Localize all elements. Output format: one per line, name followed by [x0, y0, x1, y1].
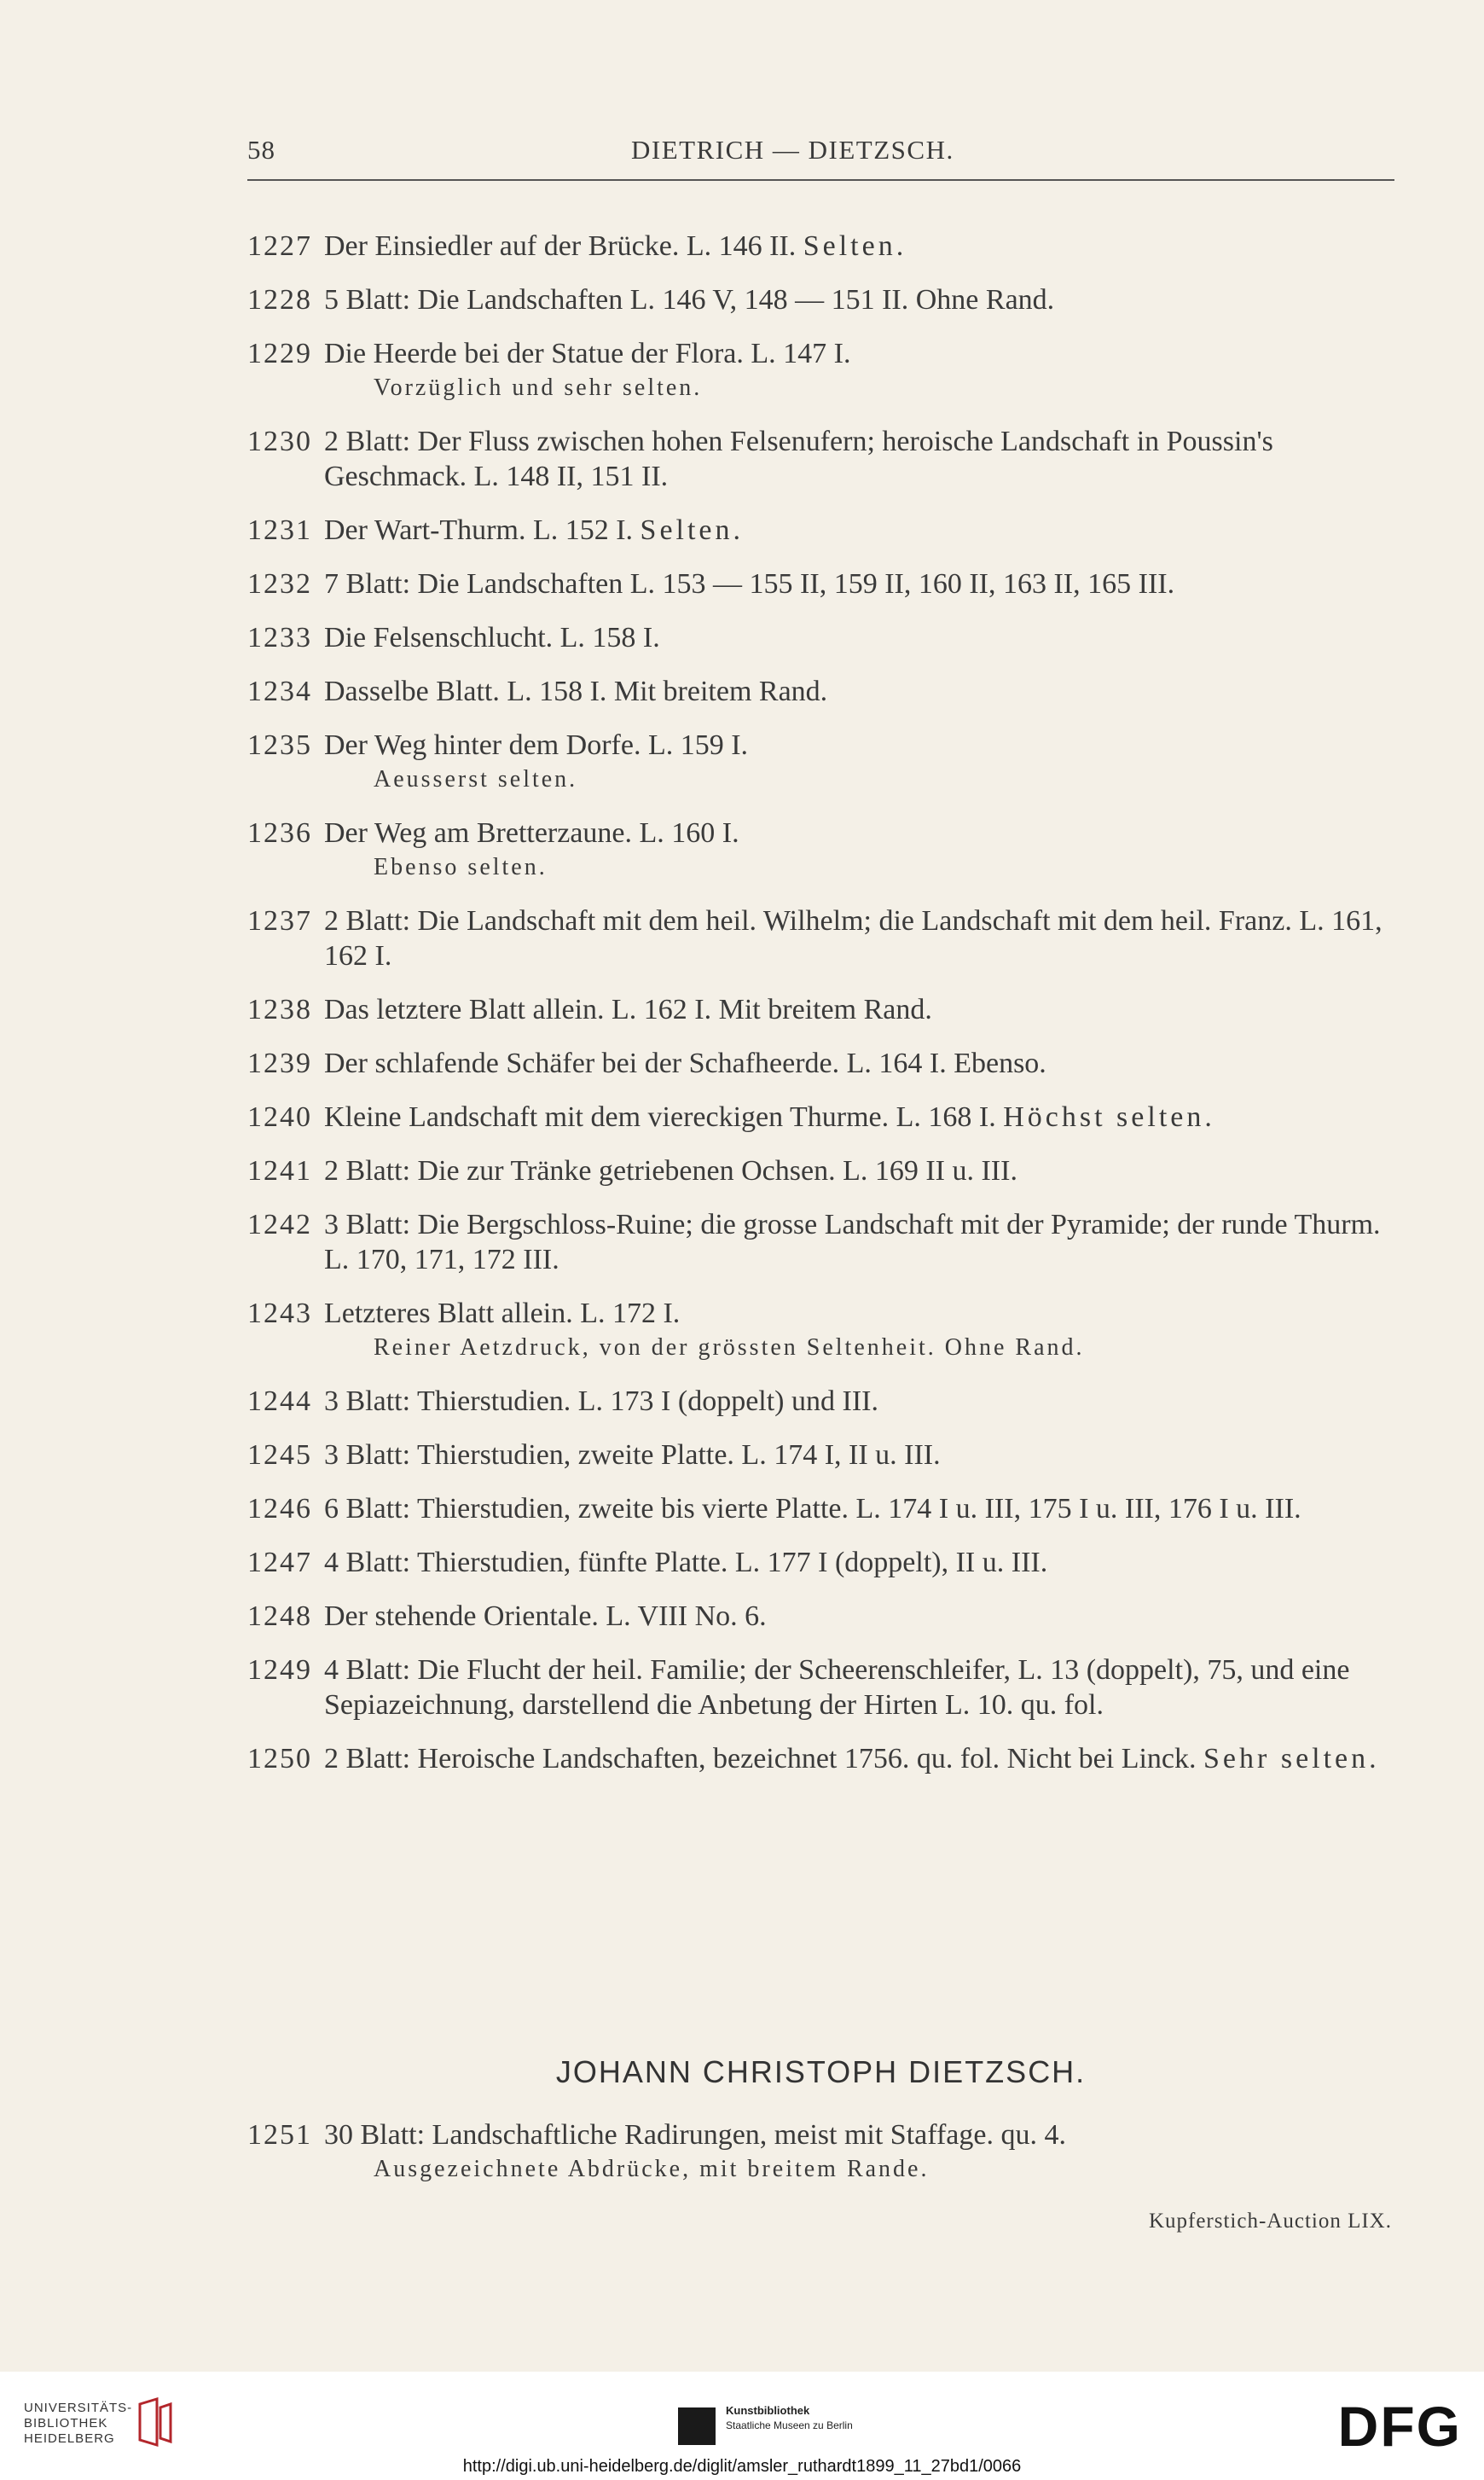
entry-number: 1234: [247, 676, 312, 707]
catalog-entries-section2: [247, 2117, 1394, 2205]
catalog-entry: [247, 728, 1394, 797]
catchword: Kupferstich-Auction LIX.: [1148, 2210, 1392, 2233]
catalog-entry: [247, 424, 1394, 494]
entry-text: Der stehende Orientale. L. VIII No. 6.: [324, 1600, 767, 1632]
catalog-entry: [247, 903, 1394, 973]
catalog-entry: [247, 620, 1394, 655]
catalog-entry: [247, 1599, 1394, 1634]
catalog-entry: [247, 1384, 1394, 1419]
uni-text-3: HEIDELBERG: [24, 2431, 115, 2446]
entry-text: 4 Blatt: Die Flucht der heil. Familie; der Scheerenschleifer, L. 13 (doppelt), 75, und eine Sepiazeichnung, darstellend die Anbetung der Hirten L. 10. qu. fol.: [324, 1654, 1350, 1721]
entry-number: 1250: [247, 1743, 312, 1774]
entry-text: Der Weg am Bretterzaune. L. 160 I.: [324, 817, 739, 849]
entry-number: 1243: [247, 1298, 312, 1329]
entry-number: 1230: [247, 426, 312, 457]
entry-note: Ausgezeichnete Abdrücke, mit breitem Rande.: [374, 2156, 930, 2182]
rarity-note: Höchst selten.: [1003, 1101, 1215, 1133]
catalog-entry: [247, 1545, 1394, 1580]
entry-text: 6 Blatt: Thierstudien, zweite bis vierte Platte. L. 174 I u. III, 175 I u. III, 176 I u. III.: [324, 1493, 1301, 1525]
section-heading: JOHANN CHRISTOPH DIETZSCH.: [555, 2054, 1087, 2089]
catalog-entry: [247, 1741, 1394, 1776]
entry-note: Reiner Aetzdruck, von der grössten Seltenheit. Ohne Rand.: [374, 1334, 1085, 1361]
entry-number: 1245: [247, 1439, 312, 1471]
entry-number: 1235: [247, 729, 312, 761]
running-title: DIETRICH — DIETZSCH.: [631, 135, 954, 165]
entry-text: 30 Blatt: Landschaftliche Radirungen, meist mit Staffage. qu. 4.: [324, 2119, 1066, 2151]
entry-note: Aeusserst selten.: [374, 766, 578, 793]
catalog-entry: [247, 992, 1394, 1027]
entry-number: 1248: [247, 1600, 312, 1632]
catalog-entry: [247, 513, 1394, 548]
entry-text: 3 Blatt: Die Bergschloss-Ruine; die grosse Landschaft mit der Pyramide; der runde Thurm. L. 170, 171, 172 III.: [324, 1209, 1381, 1275]
catalog-entry: [247, 1652, 1394, 1722]
digitization-footer: [0, 2372, 1484, 2480]
entry-text: 4 Blatt: Thierstudien, fünfte Platte. L. 177 I (doppelt), II u. III.: [324, 1547, 1048, 1578]
catalog-entry: [247, 674, 1394, 709]
entry-number: 1229: [247, 338, 312, 369]
entry-text: 2 Blatt: Die Landschaft mit dem heil. Wilhelm; die Landschaft mit dem heil. Franz. L. 161, 162 I.: [324, 905, 1383, 972]
kb-title: Kunstbibliothek: [726, 2404, 810, 2417]
entry-note: Vorzüglich und sehr selten.: [374, 375, 703, 401]
entry-number: 1227: [247, 230, 312, 262]
entry-text: Der Weg hinter dem Dorfe. L. 159 I.: [324, 729, 749, 761]
entry-number: 1232: [247, 568, 312, 600]
rarity-note: Selten.: [803, 230, 907, 262]
header-rule: [247, 179, 1394, 181]
catalog-entry: [247, 1491, 1394, 1526]
catalog-entry: [247, 1153, 1394, 1188]
catalog-entry: [247, 1207, 1394, 1277]
entry-text: 2 Blatt: Der Fluss zwischen hohen Felsenufern; heroische Landschaft in Poussin's Geschmack. L. 148 II, 151 II.: [324, 426, 1273, 492]
catalog-entry: [247, 1046, 1394, 1081]
catalog-entries: [247, 229, 1394, 1795]
entry-text: 2 Blatt: Die zur Tränke getriebenen Ochsen. L. 169 II u. III.: [324, 1155, 1017, 1187]
catalog-entry: [247, 1100, 1394, 1135]
entry-number: 1240: [247, 1101, 312, 1133]
entry-number: 1249: [247, 1654, 312, 1686]
entry-text: Die Felsenschlucht. L. 158 I.: [324, 622, 660, 653]
entry-number: 1251: [247, 2119, 312, 2151]
catalog-entry: [247, 1296, 1394, 1365]
entry-text: 7 Blatt: Die Landschaften L. 153 — 155 II, 159 II, 160 II, 163 II, 165 III.: [324, 568, 1175, 600]
catalog-entry: [247, 816, 1394, 885]
uni-text-2: BIBLIOTHEK: [24, 2416, 108, 2431]
entry-text: 2 Blatt: Heroische Landschaften, bezeichnet 1756. qu. fol. Nicht bei Linck.: [324, 1743, 1204, 1774]
entry-text: 3 Blatt: Thierstudien. L. 173 I (doppelt) und III.: [324, 1385, 878, 1417]
catalog-entry: [247, 2117, 1394, 2187]
entry-text: Der Wart-Thurm. L. 152 I.: [324, 514, 641, 546]
entry-number: 1238: [247, 994, 312, 1025]
rarity-note: Selten.: [640, 514, 745, 546]
catalog-entry: [247, 1437, 1394, 1472]
entry-number: 1241: [247, 1155, 312, 1187]
university-library-logo: [24, 2401, 132, 2447]
entry-number: 1233: [247, 622, 312, 653]
entry-text: Der Einsiedler auf der Brücke. L. 146 II.: [324, 230, 803, 262]
page-number: 58: [247, 135, 275, 165]
entry-number: 1244: [247, 1385, 312, 1417]
dfg-logo: DFG: [1337, 2395, 1462, 2458]
entry-number: 1242: [247, 1209, 312, 1240]
catalog-entry: [247, 566, 1394, 601]
rarity-note: Sehr selten.: [1203, 1743, 1380, 1774]
library-emblem-icon: [136, 2396, 174, 2448]
source-url[interactable]: http://digi.ub.uni-heidelberg.de/diglit/amsler_ruthardt1899_11_27bd1/0066: [462, 2457, 1022, 2476]
entry-text: Dasselbe Blatt. L. 158 I. Mit breitem Rand.: [324, 676, 828, 707]
uni-text-1: UNIVERSITÄTS-: [24, 2401, 133, 2415]
entry-number: 1239: [247, 1048, 312, 1079]
entry-number: 1237: [247, 905, 312, 937]
entry-text: Letzteres Blatt allein. L. 172 I.: [324, 1298, 681, 1329]
entry-number: 1231: [247, 514, 312, 546]
entry-text: Kleine Landschaft mit dem viereckigen Thurme. L. 168 I.: [324, 1101, 1004, 1133]
entry-text: Das letztere Blatt allein. L. 162 I. Mit breitem Rand.: [324, 994, 932, 1025]
kb-subtitle: Staatliche Museen zu Berlin: [726, 2419, 853, 2431]
catalog-entry: [247, 229, 1394, 264]
kb-square-icon: [678, 2407, 716, 2445]
catalog-entry: [247, 282, 1394, 317]
entry-number: 1247: [247, 1547, 312, 1578]
entry-number: 1228: [247, 284, 312, 316]
entry-note: Ebenso selten.: [374, 854, 548, 880]
entry-text: 5 Blatt: Die Landschaften L. 146 V, 148 — 151 II. Ohne Rand.: [324, 284, 1055, 316]
kunstbibliothek-logo: [678, 2399, 900, 2450]
entry-text: 3 Blatt: Thierstudien, zweite Platte. L. 174 I, II u. III.: [324, 1439, 941, 1471]
entry-text: Der schlafende Schäfer bei der Schafheerde. L. 164 I. Ebenso.: [324, 1048, 1046, 1079]
entry-number: 1236: [247, 817, 312, 849]
entry-number: 1246: [247, 1493, 312, 1525]
catalog-entry: [247, 336, 1394, 405]
entry-text: Die Heerde bei der Statue der Flora. L. 147 I.: [324, 338, 851, 369]
